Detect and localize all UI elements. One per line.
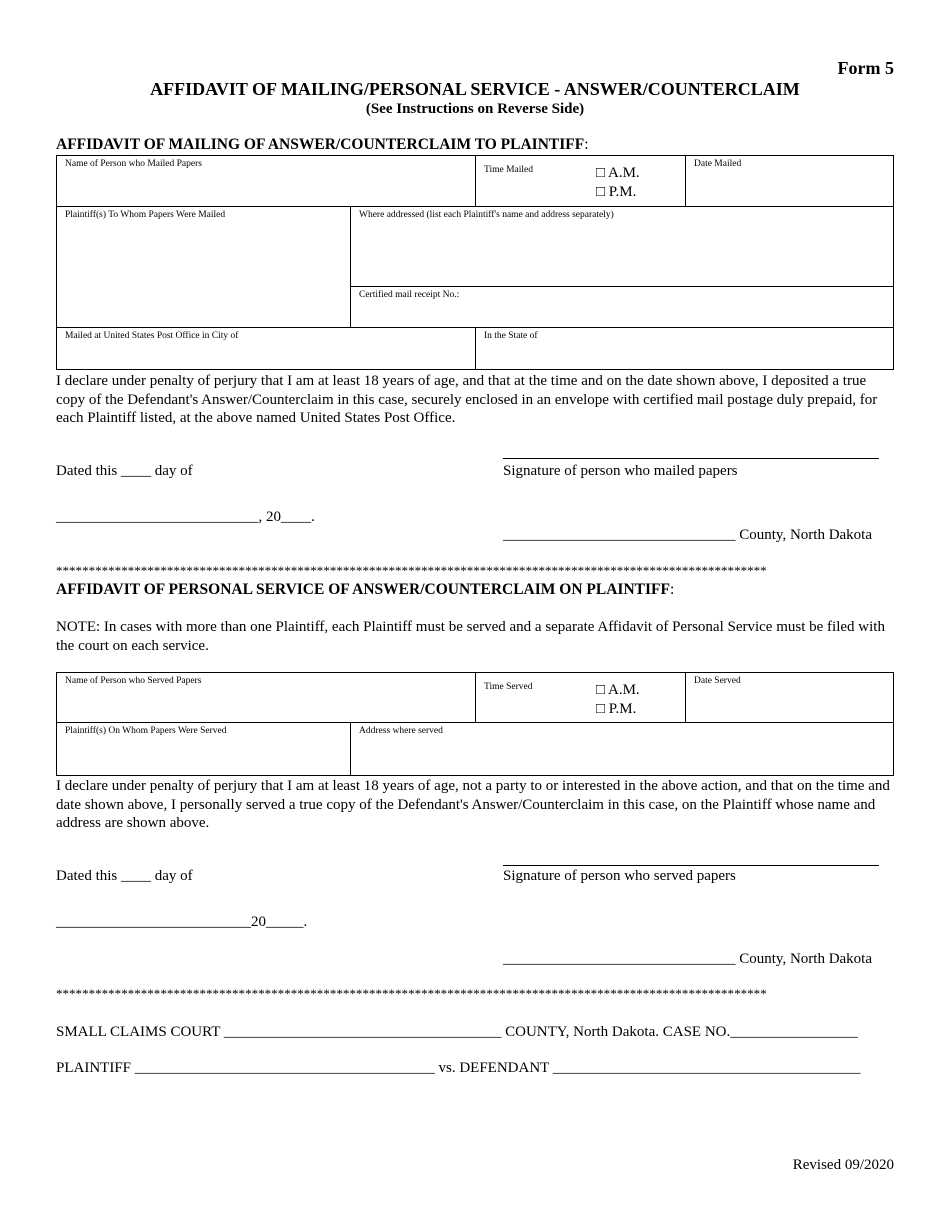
plaintiffs-mailed-field[interactable] [56, 206, 351, 328]
address-served-label: Address where served [359, 726, 443, 736]
personal-declaration: I declare under penalty of perjury that I am at least 18 years of age, not a party to or interested in the above action, and that on the time and date shown above, I personally served a true copy of the Defendant's Answer/Counterclaim in this case, on the Plaintiff whose name and address are shown above. [56, 778, 890, 831]
mailing-heading-text: AFFIDAVIT OF MAILING OF ANSWER/COUNTERCLAIM TO PLAINTIFF [56, 136, 585, 153]
time-served-field[interactable] [475, 672, 686, 723]
time-mailed-label: Time Mailed [484, 165, 533, 175]
date-served-field[interactable] [685, 672, 894, 723]
mailing-signature-label: Signature of person who mailed papers [503, 463, 738, 479]
date-mailed-label: Date Mailed [694, 159, 742, 169]
personal-note: NOTE: In cases with more than one Plaintiff, each Plaintiff must be served and a separate Affidavit of Personal Service must be filed with the court on each service. [56, 619, 885, 654]
certified-receipt-label: Certified mail receipt No.: [359, 290, 460, 300]
mailing-dated-text: Dated this ____ day of [56, 463, 193, 479]
personal-signature-line[interactable] [503, 865, 879, 866]
state-field[interactable] [475, 327, 894, 370]
plaintiffs-served-label: Plaintiff(s) On Whom Papers Were Served [65, 726, 227, 736]
separator-stars-1: ************************************************************************************************************* [56, 563, 767, 578]
separator-stars-2: ************************************************************************************************************* [56, 986, 767, 1001]
court-line[interactable]: SMALL CLAIMS COURT _____________________________________ COUNTY, North Dakota. CASE NO._________________ [56, 1024, 858, 1040]
plaintiffs-mailed-label: Plaintiff(s) To Whom Papers Were Mailed [65, 210, 226, 220]
served-pm-checkbox[interactable]: □ P.M. [596, 701, 637, 717]
served-am-checkbox[interactable]: □ A.M. [596, 682, 640, 698]
time-mailed-field[interactable] [475, 155, 686, 207]
mailing-county-line[interactable]: _______________________________ County, North Dakota [503, 527, 873, 543]
personal-signature-label: Signature of person who served papers [503, 868, 736, 884]
revised-date: Revised 09/2020 [792, 1157, 894, 1173]
server-name-field[interactable] [56, 672, 476, 723]
where-addressed-label: Where addressed (list each Plaintiff's name and address separately) [359, 210, 614, 220]
parties-line[interactable]: PLAINTIFF ________________________________________ vs. DEFENDANT _________________________________________ [56, 1060, 861, 1076]
server-name-label: Name of Person who Served Papers [65, 676, 202, 686]
date-served-label: Date Served [694, 676, 741, 686]
mailer-name-field[interactable] [56, 155, 476, 207]
personal-county-line[interactable]: _______________________________ County, North Dakota [503, 951, 873, 967]
date-mailed-field[interactable] [685, 155, 894, 207]
personal-heading-text: AFFIDAVIT OF PERSONAL SERVICE OF ANSWER/COUNTERCLAIM ON PLAINTIFF [56, 581, 670, 598]
mailing-signature-line[interactable] [503, 458, 879, 459]
time-served-label: Time Served [484, 682, 533, 692]
form-number: Form 5 [837, 58, 894, 78]
state-label: In the State of [484, 331, 538, 341]
personal-date-line[interactable]: __________________________20_____. [56, 914, 308, 930]
form-subtitle: (See Instructions on Reverse Side) [365, 101, 585, 117]
mailing-heading-colon: : [584, 136, 589, 153]
mailing-date-line[interactable]: ___________________________, 20____. [56, 509, 315, 525]
mailing-declaration: I declare under penalty of perjury that I am at least 18 years of age, and that at the time and on the date shown above, I deposited a true copy of the Defendant's Answer/Counterclaim in this case, securely enclosed in an envelope with certified mail postage duly prepaid, for each Plaintiff listed, at the above named United States Post Office. [56, 373, 878, 426]
am-checkbox[interactable]: □ A.M. [596, 165, 640, 181]
mailer-name-label: Name of Person who Mailed Papers [65, 159, 202, 169]
personal-heading-colon: : [669, 581, 675, 598]
form-title: AFFIDAVIT OF MAILING/PERSONAL SERVICE - ANSWER/COUNTERCLAIM [150, 79, 800, 99]
plaintiffs-served-field[interactable] [56, 722, 351, 776]
post-office-city-label: Mailed at United States Post Office in City of [65, 331, 239, 341]
address-served-field[interactable] [350, 722, 894, 776]
post-office-city-field[interactable] [56, 327, 476, 370]
mailing-section-heading [56, 136, 589, 154]
pm-checkbox[interactable]: □ P.M. [596, 184, 637, 200]
personal-dated-text: Dated this ____ day of [56, 868, 193, 884]
certified-receipt-field[interactable] [350, 286, 894, 328]
personal-section-heading [56, 581, 674, 599]
where-addressed-field[interactable] [350, 206, 894, 287]
